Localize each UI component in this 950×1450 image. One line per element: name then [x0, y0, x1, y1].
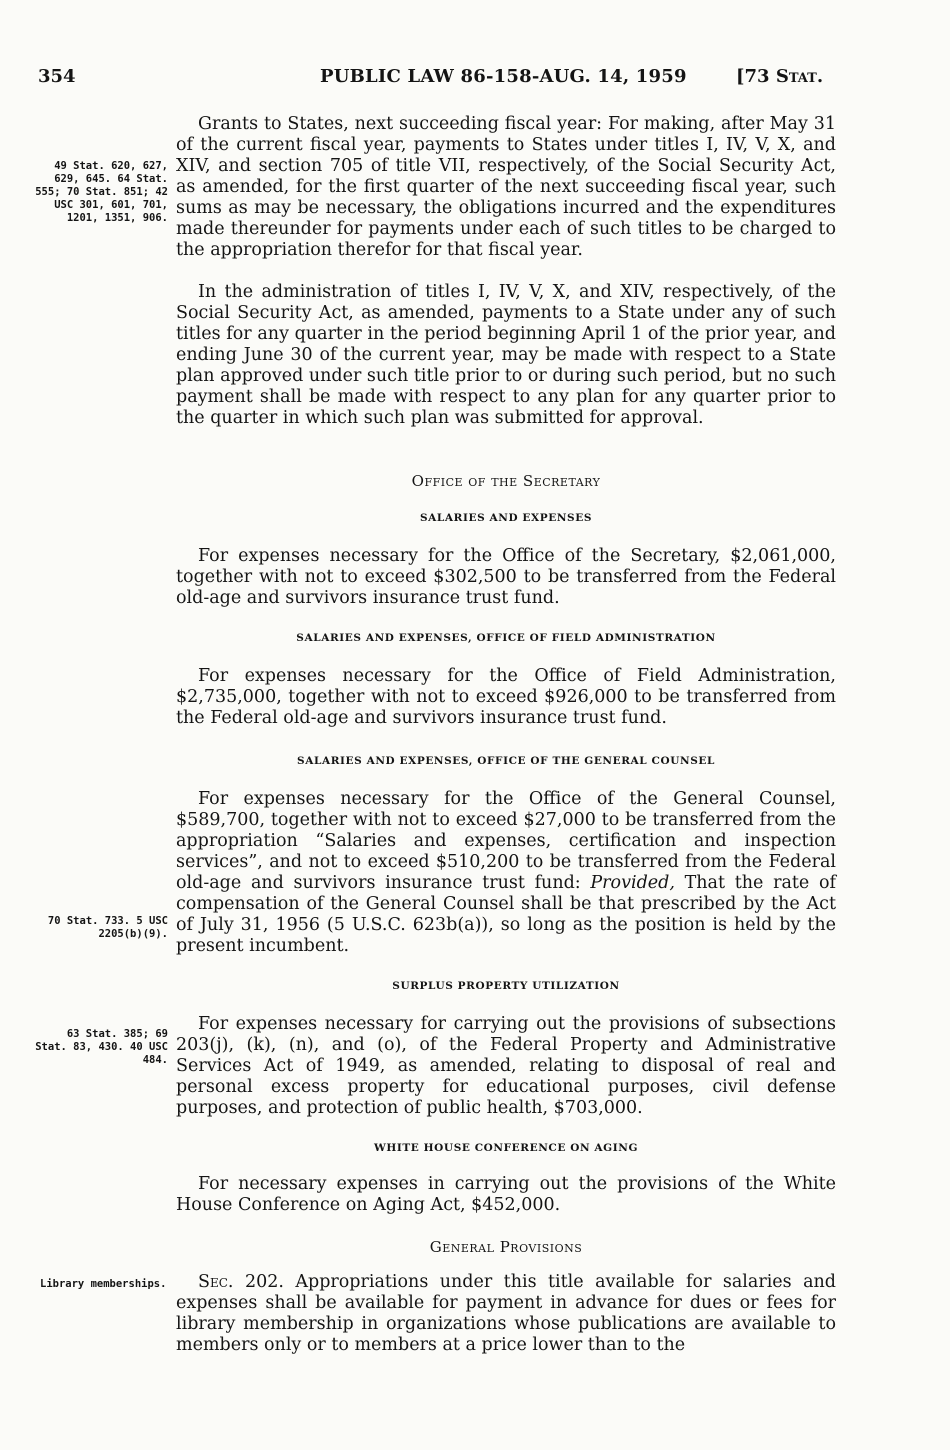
general-counsel-paragraph [176, 789, 836, 957]
general-counsel-text-cont: That the rate of compensation of the General Counsel shall be that prescribed by the Act of July 31, 1956 (5 U.S.C. 623b(a)), so long as the position is held by the present incumbent. [176, 873, 836, 956]
provided-term: Provided, [590, 873, 675, 893]
law-title: PUBLIC LAW 86-158-AUG. 14, 1959 [320, 66, 687, 87]
heading-general-provisions: General Provisions [429, 1238, 583, 1256]
secretary-paragraph-block [176, 546, 836, 609]
field-admin-paragraph: For expenses necessary for the Office of Field Administration, $2,735,000, together with not to exceed $926,000 to be transferred from the Federal old-age and survivors insurance trust fund. [176, 666, 836, 728]
heading-office-secretary: Office of the Secretary [411, 472, 601, 490]
margin-note-citations: 49 Stat. 620, 627, 629, 645. 64 Stat. 555; 70 Stat. 851; 42 USC 301, 601, 701, 1201, 1351, 906. [35, 160, 168, 224]
heading-surplus-property: SURPLUS PROPERTY UTILIZATION [392, 980, 620, 992]
administration-paragraph: In the administration of titles I, IV, V, X, and XIV, respectively, of the Social Security Act, as amended, payments to a State under any of such titles for any quarter in the period beginning April 1 of the prior year, and ending June 30 of the current year, may be made with respect to a State plan approved under such title prior to or during such period, but no such payment shall be made with respect to any plan for any quarter prior to the quarter in which such plan was submitted for approval. [176, 282, 836, 428]
page-number: 354 [38, 66, 76, 87]
heading-salaries-expenses: SALARIES AND EXPENSES [419, 512, 593, 524]
general-counsel-text: For expenses necessary for the Office of the General Counsel, $589,700, together with not to exceed $27,000 to be transferred from the appropriation “Salaries and expenses, certification and inspection services”, and not to exceed $510,200 to be transferred from the Federal old-age and survivors insurance trust fund: [176, 789, 836, 893]
general-counsel-paragraph-block [176, 789, 836, 957]
white-house-paragraph-block [176, 1174, 836, 1216]
grants-paragraph-block [176, 114, 836, 261]
surplus-paragraph-block [176, 1014, 836, 1119]
administration-paragraph-block [176, 282, 836, 429]
grants-paragraph: Grants to States, next succeeding fiscal year: For making, after May 31 of the current fiscal year, payments to States under titles I, IV, V, X, and XIV, and section 705 of title VII, respectively, of the Social Security Act, as amended, for the first quarter of the next succeeding fiscal year, such sums as may be necessary, the obligations incurred and the expenditures made thereunder for payments under each of such titles to be charged to the appropriation therefor for that fiscal year. [176, 114, 836, 260]
margin-note-citations: 63 Stat. 385; 69 Stat. 83, 430. 40 USC 484. [35, 1028, 168, 1066]
section-202-paragraph [176, 1272, 836, 1356]
heading-white-house-conference: WHITE HOUSE CONFERENCE ON AGING [373, 1142, 639, 1154]
margin-note-library: Library memberships. [40, 1278, 167, 1290]
running-header [0, 66, 950, 96]
section-202-block [176, 1272, 836, 1356]
field-admin-paragraph-block [176, 666, 836, 729]
statute-volume: [73 Stat. [736, 66, 824, 87]
heading-general-counsel: SALARIES AND EXPENSES, OFFICE OF THE GENERAL COUNSEL [297, 755, 715, 767]
white-house-paragraph: For necessary expenses in carrying out the provisions of the White House Conference on Aging Act, $452,000. [176, 1174, 836, 1215]
margin-note-citations: 70 Stat. 733. 5 USC 2205(b)(9). [47, 915, 168, 940]
secretary-paragraph: For expenses necessary for the Office of the Secretary, $2,061,000, together with not to exceed $302,500 to be transferred from the Federal old-age and survivors insurance trust fund. [176, 546, 836, 608]
surplus-paragraph: For expenses necessary for carrying out the provisions of subsections 203(j), (k), (n), and (o), of the Federal Property and Administrative Services Act of 1949, as amended, relating to disposal of real and personal excess property for educational purposes, civil defense purposes, and protection of public health, $703,000. [176, 1014, 836, 1118]
heading-field-administration: SALARIES AND EXPENSES, OFFICE OF FIELD ADMINISTRATION [296, 632, 716, 644]
section-label: Sec. 202. [198, 1272, 284, 1292]
section-text: Appropriations under this title available for salaries and expenses shall be available for payment in advance for dues or fees for library membership in organizations whose publications are available to members only or to members at a price lower than to the [176, 1272, 836, 1355]
